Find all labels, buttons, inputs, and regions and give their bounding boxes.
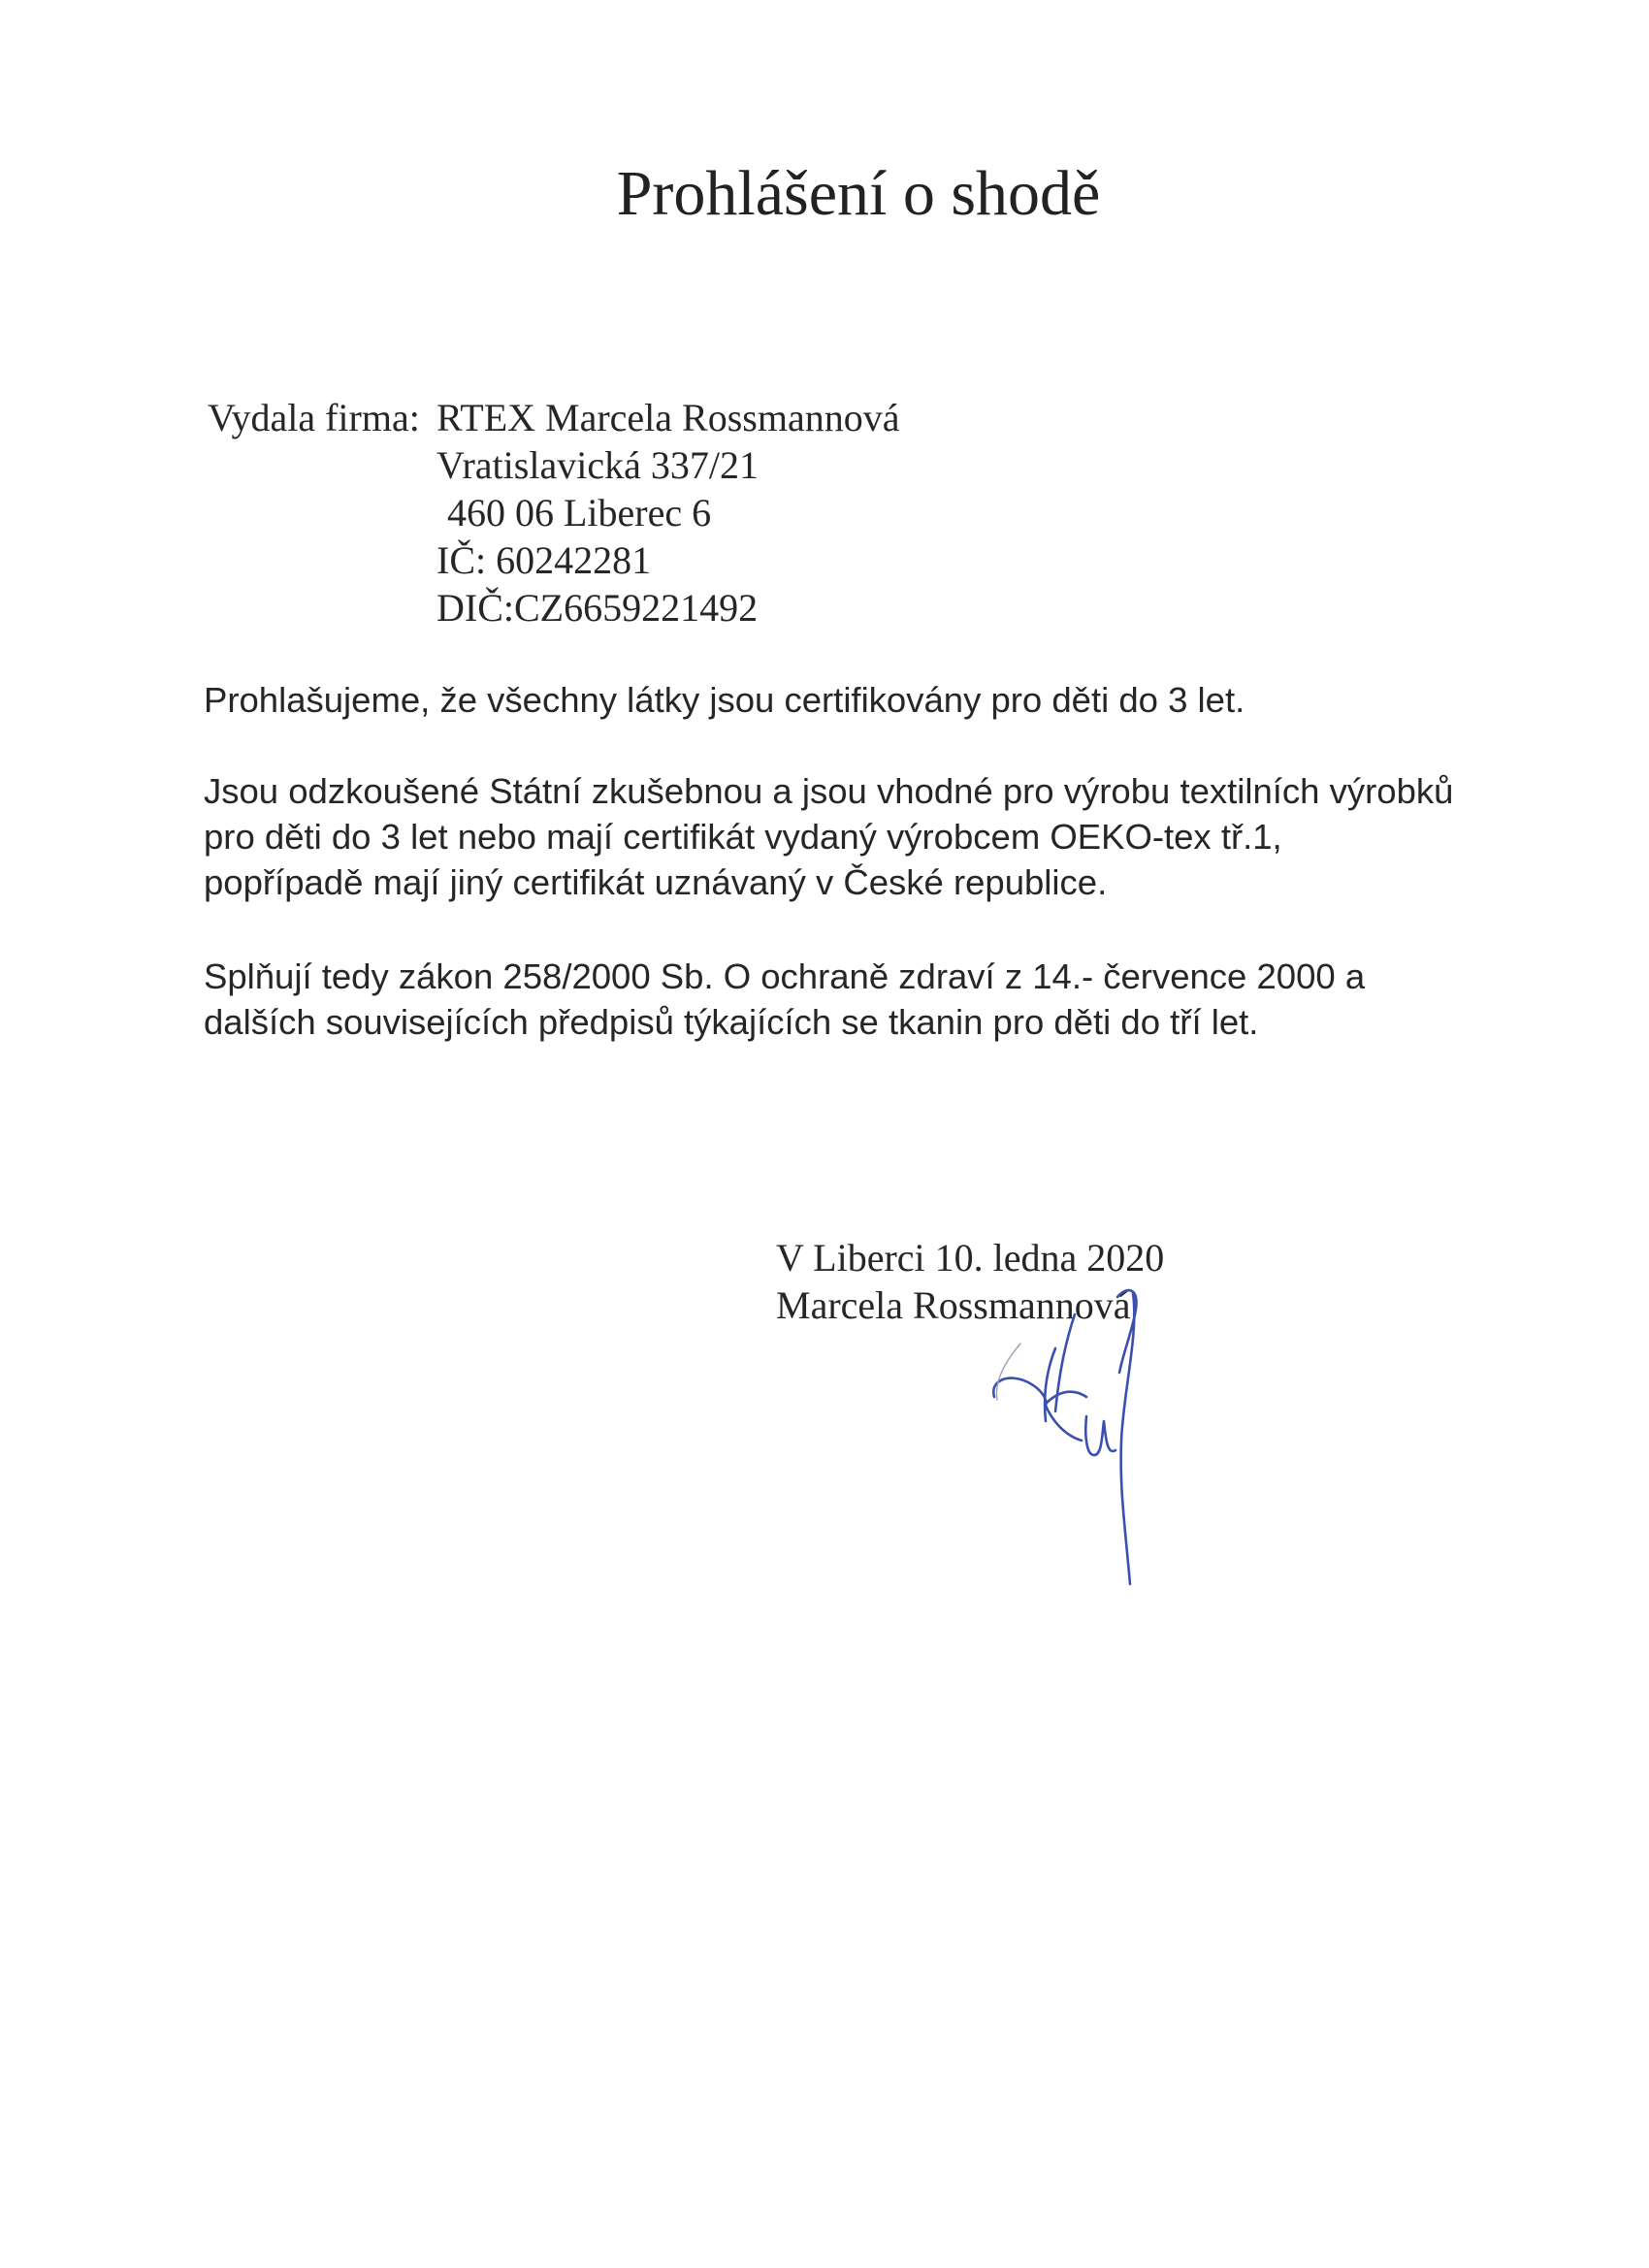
issuer-ico: IČ: 60242281	[436, 538, 652, 582]
issuer-address-block	[436, 394, 899, 632]
paragraph-declaration	[204, 677, 1245, 723]
paragraph-line: dalších souvisejících předpisů týkajících se tkanin pro děti do tří let.	[204, 1002, 1259, 1042]
paragraph-line: pro děti do 3 let nebo mají certifikát vydaný výrobcem OEKO-tex tř.1,	[204, 817, 1282, 857]
issuer-dic: DIČ:CZ6659221492	[436, 586, 759, 630]
paragraph-testing	[204, 768, 1453, 905]
issuer-company-name: RTEX Marcela Rossmannová	[436, 396, 900, 439]
issuer-label: Vydala firma:	[208, 396, 420, 439]
document-title: Prohlášení o shodě	[616, 158, 1101, 229]
signatory-name: Marcela Rossmannová	[776, 1283, 1131, 1327]
paragraph-line: Prohlašujeme, že všechny látky jsou certifikovány pro děti do 3 let.	[204, 680, 1245, 720]
issuer-street: Vratislavická 337/21	[436, 443, 759, 487]
paragraph-line: Jsou odzkoušené Státní zkušebnou a jsou vhodné pro výrobu textilních výrobků	[204, 771, 1454, 811]
paragraph-compliance	[204, 954, 1365, 1045]
handwritten-signature-icon	[951, 1276, 1183, 1596]
paragraph-line: Splňují tedy zákon 258/2000 Sb. O ochraně zdraví z 14.- července 2000 a	[204, 956, 1366, 996]
paragraph-line: popřípadě mají jiný certifikát uznávaný v České republice.	[204, 862, 1108, 902]
place-date: V Liberci 10. ledna 2020	[776, 1236, 1165, 1280]
issuer-postal-city: 460 06 Liberec 6	[447, 491, 712, 535]
